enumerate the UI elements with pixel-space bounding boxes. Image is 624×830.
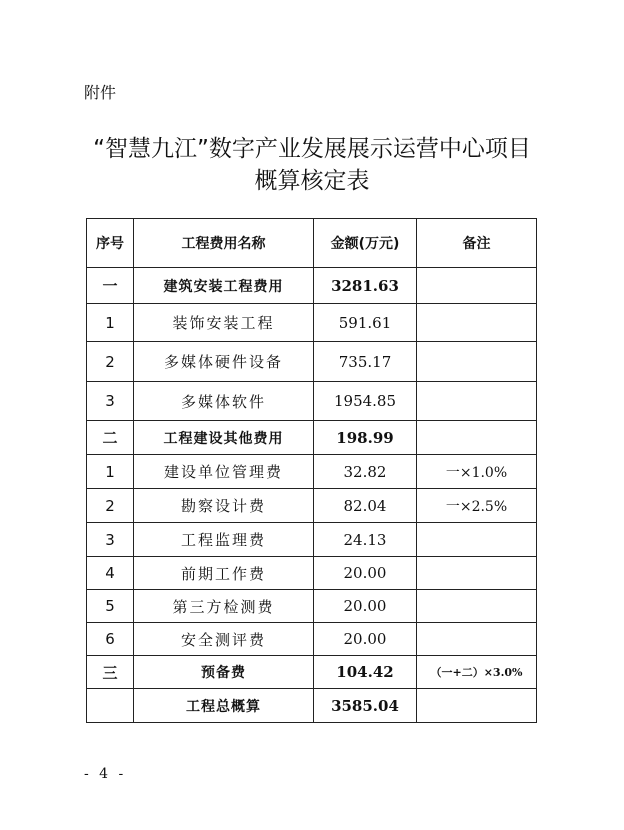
row-seq: 5 xyxy=(87,590,134,623)
table-row xyxy=(87,590,537,623)
row-amount: 735.17 xyxy=(314,342,417,382)
table-row xyxy=(87,455,537,489)
row-amount: 20.00 xyxy=(314,557,417,590)
row-seq: 二 xyxy=(87,421,134,455)
row-note xyxy=(417,421,537,455)
row-seq: 3 xyxy=(87,523,134,557)
row-note xyxy=(417,590,537,623)
table-row xyxy=(87,623,537,656)
row-note xyxy=(417,623,537,656)
header-item-name: 工程费用名称 xyxy=(134,219,314,268)
row-seq: 1 xyxy=(87,455,134,489)
table-row xyxy=(87,382,537,421)
table-row xyxy=(87,523,537,557)
page-number: - 4 - xyxy=(84,766,127,782)
table-row xyxy=(87,489,537,523)
row-seq: 3 xyxy=(87,382,134,421)
row-note xyxy=(417,557,537,590)
row-note: （一+二）×3.0% xyxy=(417,656,537,689)
row-note xyxy=(417,382,537,421)
row-note xyxy=(417,304,537,342)
row-note xyxy=(417,268,537,304)
row-item-name: 预备费 xyxy=(134,656,314,689)
section-row xyxy=(87,656,537,689)
row-amount: 20.00 xyxy=(314,590,417,623)
document-title-line2: 概算核定表 xyxy=(254,168,370,194)
row-item-name: 勘察设计费 xyxy=(134,489,314,523)
row-item-name: 多媒体硬件设备 xyxy=(134,342,314,382)
table-header-row xyxy=(87,219,537,268)
row-item-name: 建设单位管理费 xyxy=(134,455,314,489)
table-row xyxy=(87,557,537,590)
row-seq: 2 xyxy=(87,489,134,523)
row-note: 一×1.0% xyxy=(417,455,537,489)
row-seq: 4 xyxy=(87,557,134,590)
row-amount: 3281.63 xyxy=(314,268,417,304)
row-note: 一×2.5% xyxy=(417,489,537,523)
row-amount: 104.42 xyxy=(314,656,417,689)
section-row xyxy=(87,689,537,723)
row-amount: 591.61 xyxy=(314,304,417,342)
row-item-name: 工程监理费 xyxy=(134,523,314,557)
row-item-name: 多媒体软件 xyxy=(134,382,314,421)
row-amount: 3585.04 xyxy=(314,689,417,723)
row-seq: 6 xyxy=(87,623,134,656)
header-note: 备注 xyxy=(417,219,537,268)
row-amount: 82.04 xyxy=(314,489,417,523)
table-row xyxy=(87,304,537,342)
row-amount: 32.82 xyxy=(314,455,417,489)
row-note xyxy=(417,689,537,723)
row-note xyxy=(417,342,537,382)
row-amount: 24.13 xyxy=(314,523,417,557)
row-seq: 2 xyxy=(87,342,134,382)
row-amount: 20.00 xyxy=(314,623,417,656)
budget-table xyxy=(86,218,537,723)
header-amount: 金额(万元) xyxy=(314,219,417,268)
row-amount: 1954.85 xyxy=(314,382,417,421)
row-item-name: 装饰安装工程 xyxy=(134,304,314,342)
row-item-name: 安全测评费 xyxy=(134,623,314,656)
row-seq: 1 xyxy=(87,304,134,342)
row-amount: 198.99 xyxy=(314,421,417,455)
row-seq: 一 xyxy=(87,268,134,304)
section-row xyxy=(87,268,537,304)
document-title-line1: “智慧九江”数字产业发展展示运营中心项目 xyxy=(93,136,531,162)
row-seq xyxy=(87,689,134,723)
row-note xyxy=(417,523,537,557)
section-row xyxy=(87,421,537,455)
attachment-label: 附件 xyxy=(84,83,117,102)
row-item-name: 第三方检测费 xyxy=(134,590,314,623)
row-item-name: 工程建设其他费用 xyxy=(134,421,314,455)
row-item-name: 前期工作费 xyxy=(134,557,314,590)
header-seq: 序号 xyxy=(87,219,134,268)
row-item-name: 工程总概算 xyxy=(134,689,314,723)
table-row xyxy=(87,342,537,382)
row-seq: 三 xyxy=(87,656,134,689)
row-item-name: 建筑安装工程费用 xyxy=(134,268,314,304)
